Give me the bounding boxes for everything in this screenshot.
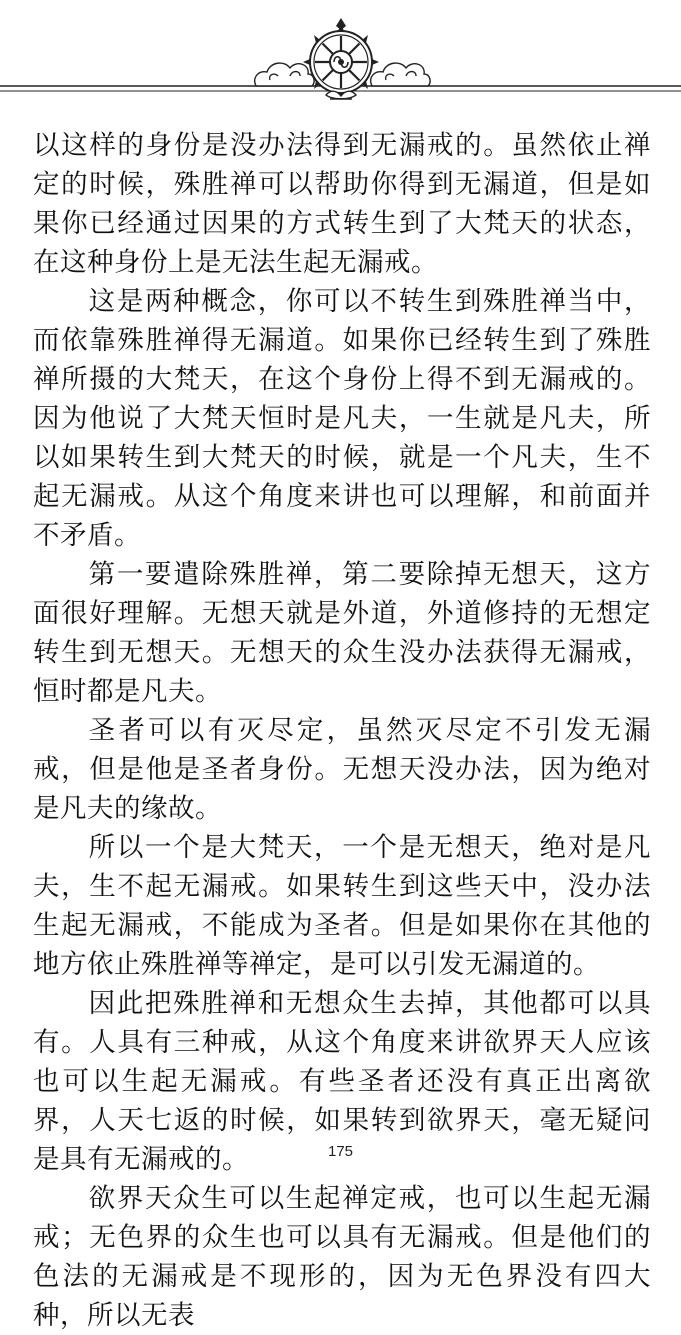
dharma-wheel-icon <box>303 18 379 100</box>
paragraph: 所以一个是大梵天，一个是无想天，绝对是凡夫，生不起无漏戒。如果转生到这些天中，没办法生起无漏戒，不能成为圣者。但是如果你在其他的地方依止殊胜禅等禅定，是可以引发无漏道的。 <box>33 832 651 980</box>
paragraph: 圣者可以有灭尽定，虽然灭尽定不引发无漏戒，但是他是圣者身份。无想天没办法，因为绝对是凡夫的缘故。 <box>33 715 651 824</box>
paragraph: 欲界天众生可以生起禅定戒，也可以生起无漏戒；无色界的众生也可以具有无漏戒。但是他们的色法的无漏戒是不现形的，因为无色界没有四大种，所以无表 <box>33 1183 651 1331</box>
cloud-scroll-right-icon <box>371 63 430 86</box>
paragraph: 因此把殊胜禅和无想众生去掉，其他都可以具有。人具有三种戒，从这个角度来讲欲界天人应该也可以生起无漏戒。有些圣者还没有真正出离欲界，人天七返的时候，如果转到欲界天，毫无疑问是具有无漏戒的。 <box>33 988 651 1175</box>
cloud-scroll-left-icon <box>255 63 314 86</box>
header-ornament <box>0 0 681 110</box>
paragraph: 第一要遣除殊胜禅，第二要除掉无想天，这方面很好理解。无想天就是外道，外道修持的无想定转生到无想天。无想天的众生没办法获得无漏戒，恒时都是凡夫。 <box>33 559 651 707</box>
page-number: 175 <box>327 1143 354 1160</box>
page-header <box>0 0 681 110</box>
paragraph: 这是两种概念，你可以不转生到殊胜禅当中，而依靠殊胜禅得无漏道。如果你已经转生到了殊胜禅所摄的大梵天，在这个身份上得不到无漏戒的。因为他说了大梵天恒时是凡夫，一生就是凡夫，所以如果转生到大梵天的时候，就是一个凡夫，生不起无漏戒。从这个角度来讲也可以理解，和前面并不矛盾。 <box>33 286 651 551</box>
paragraph: 以这样的身份是没办法得到无漏戒的。虽然依止禅定的时候，殊胜禅可以帮助你得到无漏道，但是如果你已经通过因果的方式转生到了大梵天的状态，在这种身份上是无法生起无漏戒。 <box>33 130 651 278</box>
